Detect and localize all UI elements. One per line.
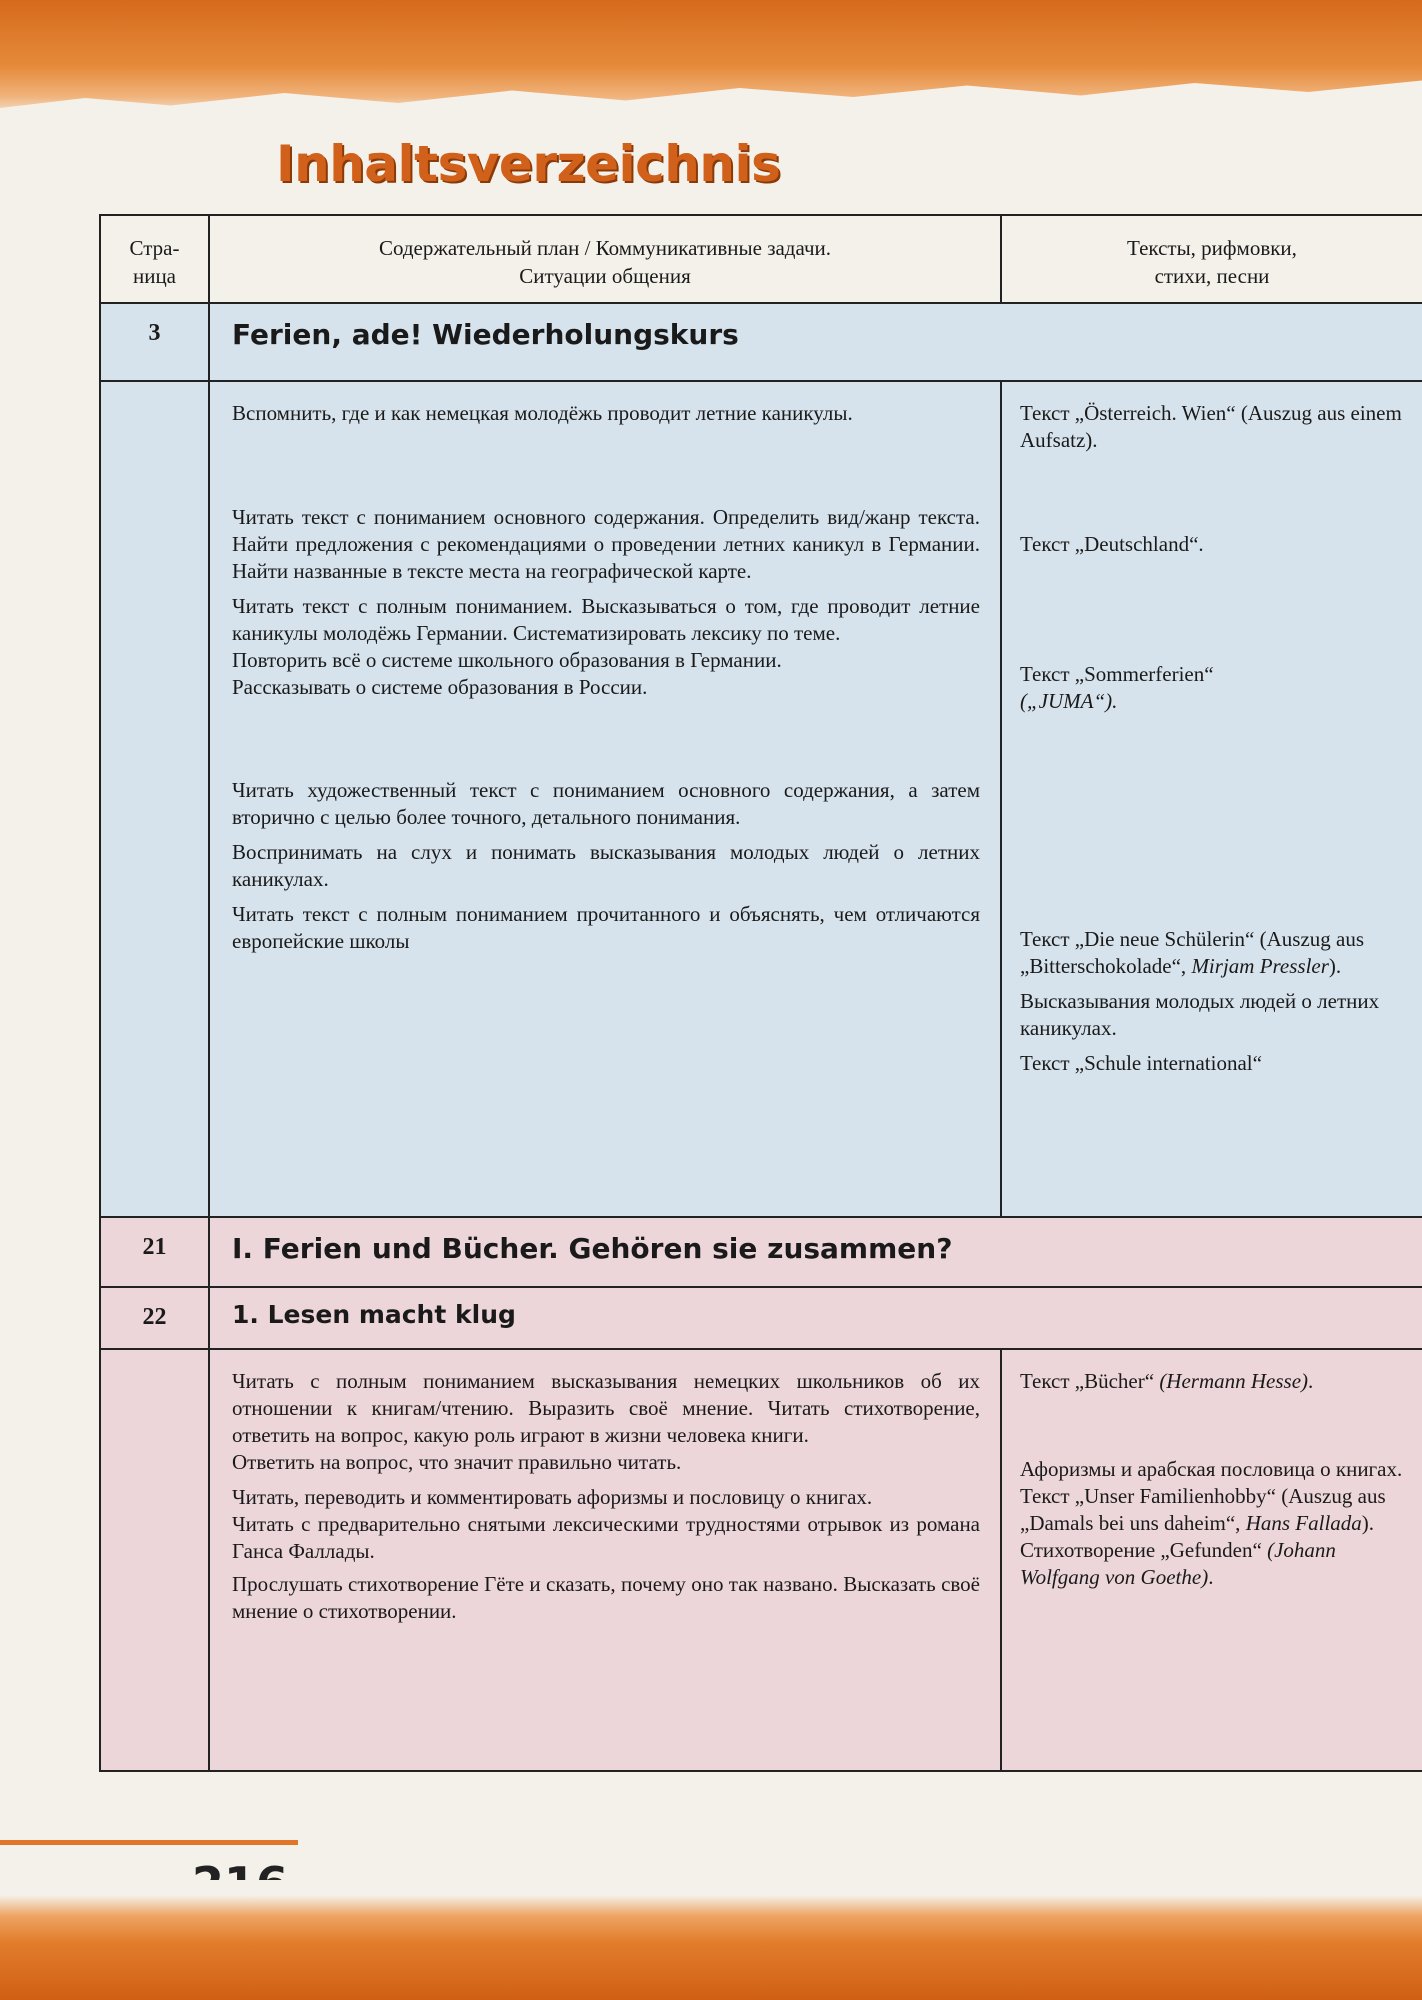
subsection-content-row xyxy=(100,1349,1422,1771)
section-title: Ferien, ade! Wiederholungskurs xyxy=(209,303,1422,381)
subsection-row-lesen-macht-klug xyxy=(100,1287,1422,1349)
task-item: Вспомнить, где и как немецкая молодёжь проводит летние каникулы. xyxy=(232,401,853,425)
task-item: Воспринимать на слух и понимать высказывания молодых людей о летних каникулах. xyxy=(232,840,980,891)
task-item: Читать художественный текст с пониманием основного содержания, а затем вторично с целью более точного, детального понимания. xyxy=(232,778,980,829)
task-item: Читать текст с полным пониманием. Высказываться о том, где проводит летние каникулы молодёжь Германии. Систематизировать лексику по теме. xyxy=(232,594,980,645)
contents-table xyxy=(99,214,1422,1772)
page-cell-empty xyxy=(100,381,209,1217)
tasks-cell xyxy=(209,381,1001,1217)
text-entry: Текст „Schule international“ xyxy=(1020,1051,1262,1075)
text-entry: Текст „Die neue Schülerin“ (Auszug aus „Bitterschokolade“, Mirjam Pressler). xyxy=(1020,927,1365,978)
task-item: Прослушать стихотворение Гёте и сказать, почему оно так названо. Высказать своё мнение о стихотворении. xyxy=(232,1572,980,1623)
text-entry: Текст „Deutschland“. xyxy=(1020,532,1204,556)
task-item: Читать текст с полным пониманием прочитанного и объяснять, чем отличаются европейские школы xyxy=(232,902,980,953)
texts-cell xyxy=(1001,381,1422,1217)
page-cell-empty xyxy=(100,1349,209,1771)
section-content-row xyxy=(100,381,1422,1217)
tasks-cell xyxy=(209,1349,1001,1771)
section-page-number: 3 xyxy=(100,303,209,381)
section-row-ferien-und-buecher xyxy=(100,1217,1422,1287)
task-item: Повторить всё о системе школьного образования в Германии. xyxy=(232,648,782,672)
page-heading: Inhaltsverzeichnis xyxy=(276,135,781,193)
subsection-page-number: 22 xyxy=(100,1287,209,1349)
task-item: Читать с полным пониманием высказывания немецких школьников об их отношении к книгам/чтению. Выразить своё мнение. Читать стихотворение, ответить на вопрос, какую роль играют в жизни человека книги. xyxy=(232,1369,980,1447)
text-entry: Стихотворение „Gefunden“ (Johann Wolfgang von Goethe). xyxy=(1020,1538,1336,1589)
column-header-plan: Содержательный план / Коммуникативные задачи. Ситуации общения xyxy=(209,215,1001,303)
text-entry: Текст „Sommerferien“ („JUMA“). xyxy=(1020,662,1214,713)
section-title: I. Ferien und Bücher. Gehören sie zusammen? xyxy=(209,1217,1422,1287)
task-item: Читать, переводить и комментировать афоризмы и пословицу о книгах. xyxy=(232,1485,873,1509)
text-entry: Текст „Bücher“ (Hermann Hesse). xyxy=(1020,1369,1314,1393)
task-item: Ответить на вопрос, что значит правильно читать. xyxy=(232,1450,682,1474)
task-item: Читать с предварительно снятыми лексическими трудностями отрывок из романа Ганса Фаллады. xyxy=(232,1512,980,1563)
column-header-texts: Тексты, рифмовки, стихи, песни xyxy=(1001,215,1422,303)
page-number-rule xyxy=(0,1840,298,1845)
text-entry: Афоризмы и арабская пословица о книгах. xyxy=(1020,1457,1403,1481)
text-entry: Высказывания молодых людей о летних каникулах. xyxy=(1020,989,1380,1040)
text-entry: Текст „Österreich. Wien“ (Auszug aus einem Aufsatz). xyxy=(1020,401,1402,452)
section-row-ferien-ade xyxy=(100,303,1422,381)
bottom-decorative-band xyxy=(0,1895,1422,2000)
task-item: Читать текст с пониманием основного содержания. Определить вид/жанр текста. Найти предложения с рекомендациями о проведении летних каникул в Германии. Найти названные в тексте места на географической карте. xyxy=(232,505,980,583)
subsection-title: 1. Lesen macht klug xyxy=(209,1287,1422,1349)
task-item: Рассказывать о системе образования в России. xyxy=(232,675,648,699)
text-entry: Текст „Unser Familienhobby“ (Auszug aus „Damals bei uns daheim“, Hans Fallada). xyxy=(1020,1484,1386,1535)
table-header-row xyxy=(100,215,1422,303)
section-page-number: 21 xyxy=(100,1217,209,1287)
column-header-page: Стра- ница xyxy=(100,215,209,303)
texts-cell xyxy=(1001,1349,1422,1771)
